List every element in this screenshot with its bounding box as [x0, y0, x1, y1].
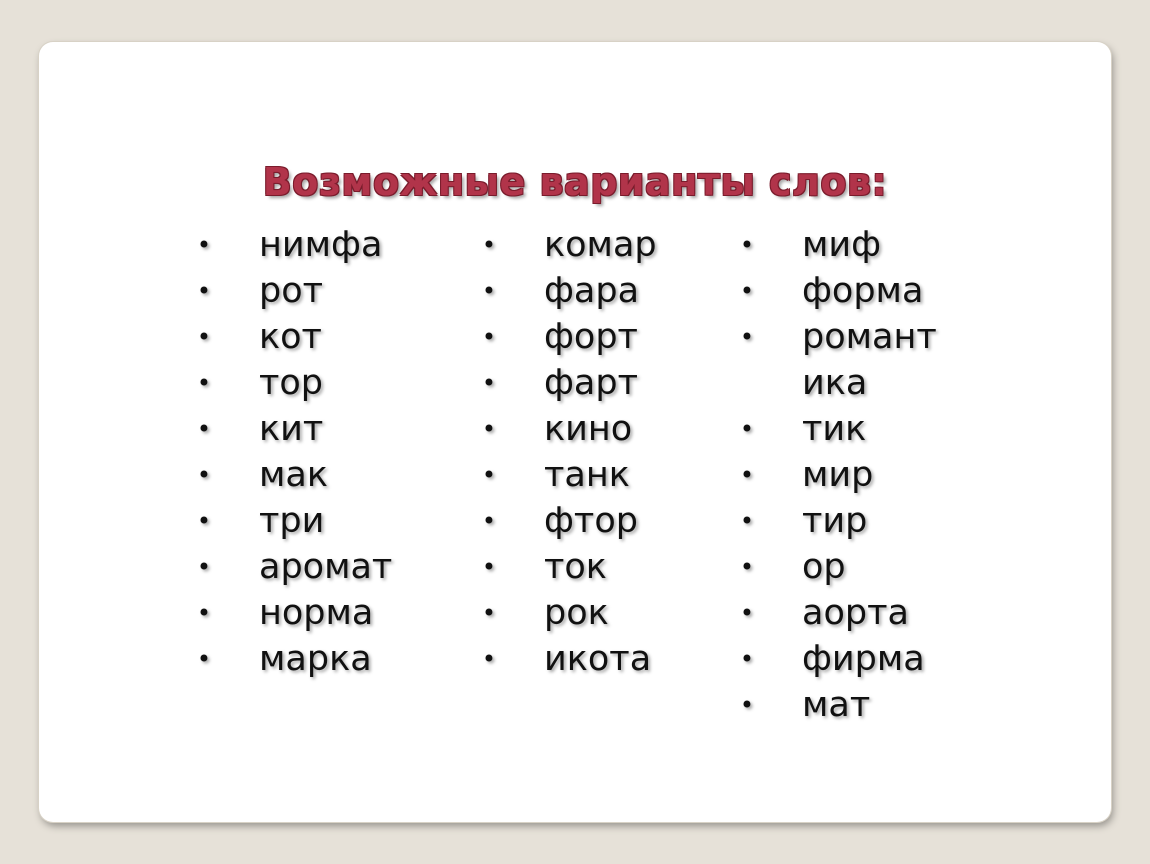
- list-item-word: аорта: [802, 593, 909, 633]
- list-item-word: танк: [544, 455, 630, 495]
- bullet-icon: •: [739, 507, 755, 535]
- bullet-icon: •: [196, 507, 212, 535]
- bullet-icon: •: [739, 415, 755, 443]
- list-item-word: мат: [802, 685, 871, 725]
- bullet-icon: •: [739, 231, 755, 259]
- bullet-icon: •: [739, 645, 755, 673]
- bullet-icon: •: [739, 277, 755, 305]
- bullet-icon: •: [481, 645, 497, 673]
- bullet-icon: •: [739, 691, 755, 719]
- bullet-icon: •: [481, 553, 497, 581]
- bullet-icon: •: [196, 369, 212, 397]
- list-item-word: рок: [544, 593, 609, 633]
- list-item-word: кино: [544, 409, 633, 449]
- bullet-icon: •: [196, 645, 212, 673]
- list-item-word: мир: [802, 455, 874, 495]
- list-item-word: кот: [259, 317, 322, 357]
- bullet-icon: •: [739, 599, 755, 627]
- list-item-word: аромат: [259, 547, 393, 587]
- list-item-word: икота: [544, 639, 652, 679]
- list-item-word: марка: [259, 639, 372, 679]
- list-item-word: ор: [802, 547, 846, 587]
- bullet-icon: •: [481, 369, 497, 397]
- list-item-word: романт: [802, 317, 937, 357]
- bullet-icon: •: [739, 553, 755, 581]
- bullet-icon: •: [481, 599, 497, 627]
- list-item-word: форт: [544, 317, 638, 357]
- bullet-icon: •: [739, 323, 755, 351]
- list-item-word: три: [259, 501, 325, 541]
- list-item-word: тик: [802, 409, 867, 449]
- bullet-icon: •: [481, 461, 497, 489]
- bullet-icon: •: [481, 277, 497, 305]
- list-item-word: фарт: [544, 363, 638, 403]
- bullet-icon: •: [196, 231, 212, 259]
- list-item-word: ика: [802, 363, 868, 403]
- list-item-word: мак: [259, 455, 328, 495]
- list-item-word: фирма: [802, 639, 925, 679]
- bullet-icon: •: [196, 277, 212, 305]
- list-item-word: кит: [259, 409, 324, 449]
- slide-title: Возможные варианты слов:: [262, 160, 888, 204]
- bullet-icon: •: [481, 415, 497, 443]
- list-item-word: тор: [259, 363, 324, 403]
- bullet-icon: •: [481, 507, 497, 535]
- bullet-icon: •: [196, 553, 212, 581]
- list-item-word: комар: [544, 225, 657, 265]
- bullet-icon: •: [196, 323, 212, 351]
- list-item-word: нимфа: [259, 225, 383, 265]
- bullet-icon: •: [481, 231, 497, 259]
- list-item-word: ток: [544, 547, 607, 587]
- bullet-icon: •: [196, 415, 212, 443]
- list-item-word: тир: [802, 501, 868, 541]
- list-item-word: миф: [802, 225, 882, 265]
- bullet-icon: •: [739, 461, 755, 489]
- bullet-icon: •: [196, 599, 212, 627]
- list-item-word: норма: [259, 593, 374, 633]
- bullet-icon: •: [196, 461, 212, 489]
- slide-panel: [39, 42, 1111, 822]
- bullet-icon: •: [481, 323, 497, 351]
- list-item-word: фара: [544, 271, 640, 311]
- list-item-word: рот: [259, 271, 324, 311]
- list-item-word: форма: [802, 271, 924, 311]
- list-item-word: фтор: [544, 501, 638, 541]
